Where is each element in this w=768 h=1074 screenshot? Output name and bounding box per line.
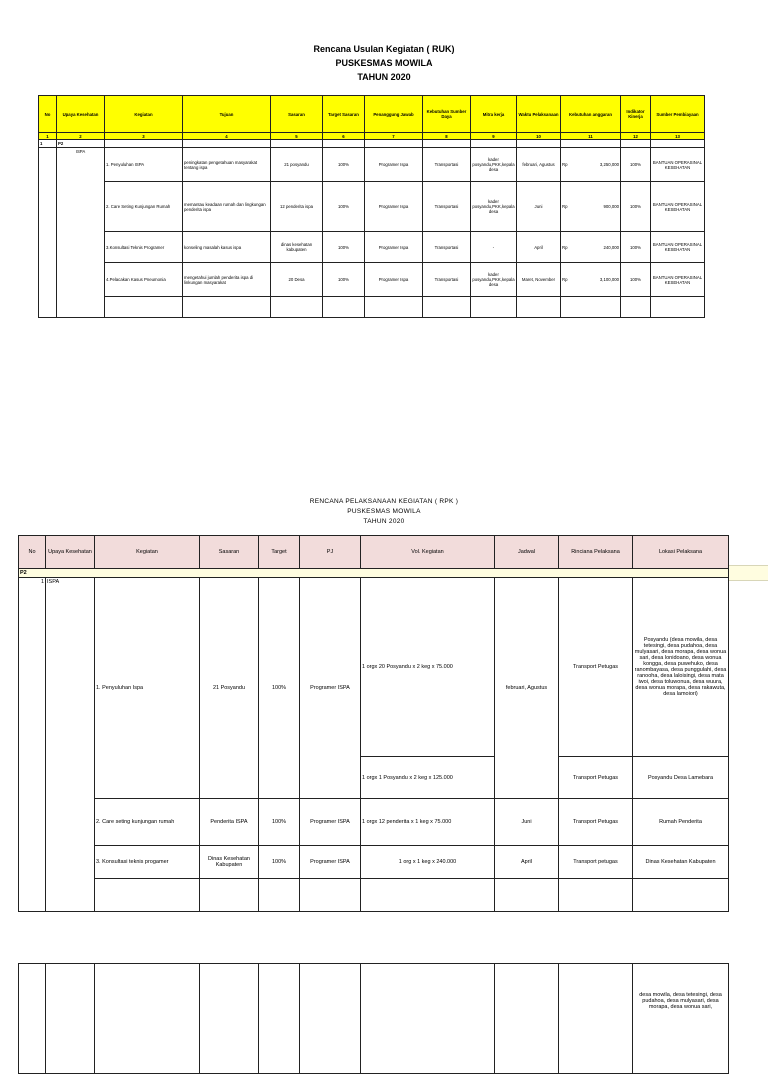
ruk-rp: Rp: [562, 277, 568, 282]
rpk-kegiatan: 1. Penyuluhan Ispa: [95, 578, 200, 799]
ruk-colnum: 7: [365, 133, 423, 140]
ruk-header-mitra: Mitra kerja: [471, 96, 517, 133]
rpk-no: 1: [19, 578, 46, 912]
ruk-indikator: 100%: [621, 232, 651, 263]
rpk-header-no: No: [19, 536, 46, 569]
ruk-indikator: 100%: [621, 148, 651, 182]
rpk-header-row: [19, 536, 729, 569]
ruk-tujuan: memantau keadaan rumah dan lingkungan penderita ispa: [183, 182, 271, 232]
rpk-header-kegiatan: Kegiatan: [95, 536, 200, 569]
ruk-header-pembiayaan: Sumber Pembiayaan: [651, 96, 705, 133]
ruk-sasaran: dinas kesehatan kabupaten: [271, 232, 323, 263]
ruk-header-target: Target Sasaran: [323, 96, 365, 133]
ruk-colnum: 1: [39, 133, 57, 140]
ruk-kegiatan: 2. Care Seting Kunjungan Rumah: [105, 182, 183, 232]
ruk-colnum: 13: [651, 133, 705, 140]
table-row: [19, 578, 729, 757]
ruk-mitra: kader posyandu,PKK,kepala desa: [471, 263, 517, 297]
ruk-colnum: 11: [561, 133, 621, 140]
ruk-sumber-daya: Transportasi: [423, 148, 471, 182]
rpk-lokasi: Rumah Penderita: [633, 799, 729, 846]
ruk-header-row: [39, 96, 705, 133]
ruk-waktu: April: [517, 232, 561, 263]
ruk-title: [0, 42, 768, 84]
ruk-kegiatan: 3.Konsultasi Teknis Programer: [105, 232, 183, 263]
ruk-tujuan: mengetahui jumlah penderita ispa di linkungan masyarakat: [183, 263, 271, 297]
rpk-upaya: ISPA: [46, 578, 95, 912]
ruk-anggaran: 3,250,000: [599, 162, 619, 167]
rpk-vol: 1 orgx 20 Posyandu x 2 keg x 75.000: [361, 578, 495, 757]
ruk-sasaran: 12 penderita ispa: [271, 182, 323, 232]
rpk-lokasi: Dinas Kesehatan Kabupaten: [633, 846, 729, 879]
rpk-jadwal: Juni: [495, 799, 559, 846]
rpk-title: [0, 497, 768, 527]
ruk-target: 100%: [323, 232, 365, 263]
ruk-sumber-daya: Transportasi: [423, 263, 471, 297]
rpk-table: [18, 535, 729, 912]
ruk-pembiayaan: BANTUAN OPERASINAL KESEHATAN: [651, 148, 705, 182]
ruk-anggaran: 900,000: [603, 204, 619, 209]
ruk-table: [38, 95, 705, 318]
rpk-target: 100%: [259, 846, 300, 879]
rpk-title-line-3: TAHUN 2020: [363, 518, 405, 525]
ruk-target: 100%: [323, 263, 365, 297]
section-band-extension: [728, 565, 768, 581]
rpk-kegiatan: 2. Care seting kunjungan rumah: [95, 799, 200, 846]
rpk-header-jadwal: Jadwal: [495, 536, 559, 569]
ruk-colnum: 10: [517, 133, 561, 140]
rpk-rincian: Transport petugas: [559, 846, 633, 879]
rpk-vol: 1 orgx 1 Posyandu x 2 keg x 125.000: [361, 757, 495, 799]
rpk-lokasi: Posyandu (desa mowila, desa tetesingi, desa pudahoa, desa mulyasari, desa morapa, desa wonua sari, desa lonidoano, desa wonua kongga, desa puwehuko, desa ranombayasa, desa punggulahi, desa ranooha, desa laloisingi, desa mata iwoi, desa toluwonua, desa wuura, desa wonua morapa, desa rakawuta, desa lamoiori): [633, 578, 729, 757]
ruk-header-pj: Penanggung Jawab: [365, 96, 423, 133]
ruk-pembiayaan: BANTUAN OPERASINAL KESEHATAN: [651, 232, 705, 263]
ruk-anggaran-cell: [561, 263, 621, 297]
ruk-header-sasaran: Sasaran: [271, 96, 323, 133]
rpk-vol: 1 orgx 12 penderita x 1 keg x 75.000: [361, 799, 495, 846]
ruk-upaya-ispa: ISPA: [57, 148, 105, 318]
ruk-rp: Rp: [562, 162, 568, 167]
rpk-header-target: Target: [259, 536, 300, 569]
table-row: [39, 148, 705, 182]
ruk-header-upaya: Upaya Kesehatan: [57, 96, 105, 133]
ruk-sumber-daya: Transportasi: [423, 182, 471, 232]
table-row: [19, 846, 729, 879]
table-row: [39, 263, 705, 297]
table-row: [39, 232, 705, 263]
ruk-header-waktu: Waktu Pelaksanaan: [517, 96, 561, 133]
ruk-header-tujuan: Tujuan: [183, 96, 271, 133]
ruk-colnum: 2: [57, 133, 105, 140]
rpk-target: 100%: [259, 578, 300, 799]
ruk-mitra: kader posyandu,PKK,kepala desa: [471, 148, 517, 182]
ruk-column-number-row: [39, 133, 705, 140]
ruk-sasaran: 20 Desa: [271, 263, 323, 297]
ruk-pembiayaan: BANTUAN OPERASINAL KESEHATAN: [651, 182, 705, 232]
ruk-section-row: [39, 140, 705, 148]
rpk-rincian: Transport Petugas: [559, 757, 633, 799]
ruk-mitra: kader posyandu,PKK,kepala desa: [471, 182, 517, 232]
rpk-jadwal: februari, Agustus: [495, 578, 559, 799]
rpk-lokasi: Posyandu Desa Lamebara: [633, 757, 729, 799]
ruk-title-line-1: Rencana Usulan Kegiatan ( RUK): [313, 44, 455, 54]
ruk-header-anggaran: Kebutuhan anggaran: [561, 96, 621, 133]
ruk-title-line-3: TAHUN 2020: [357, 72, 411, 82]
table-row: [19, 799, 729, 846]
ruk-section-no: 1: [39, 140, 57, 148]
ruk-waktu: Juni: [517, 182, 561, 232]
rpk-sasaran: 21 Posyandu: [200, 578, 259, 799]
table-row-empty: [19, 879, 729, 912]
rpk-rincian: Transport Petugas: [559, 799, 633, 846]
ruk-rp: Rp: [562, 204, 568, 209]
ruk-kegiatan: 4.Pelacakan Kasus Pneumonia: [105, 263, 183, 297]
rpk-header-lokasi: Lokasi Pelaksana: [633, 536, 729, 569]
ruk-colnum: 9: [471, 133, 517, 140]
rpk-header-upaya: Upaya Kesehatan: [46, 536, 95, 569]
rpk-title-line-2: PUSKESMAS MOWILA: [347, 508, 421, 515]
ruk-colnum: 6: [323, 133, 365, 140]
rpk-sasaran: Penderita ISPA: [200, 799, 259, 846]
ruk-header-indikator: Indikator Kinerja: [621, 96, 651, 133]
ruk-tujuan: konseling masalah kasus ispa: [183, 232, 271, 263]
ruk-anggaran: 240,000: [603, 244, 619, 250]
rpk-jadwal: April: [495, 846, 559, 879]
ruk-rp: Rp: [562, 244, 568, 250]
rpk-sasaran: Dinas Kesehatan Kabupaten: [200, 846, 259, 879]
rpk-table-continued: [18, 963, 729, 1074]
ruk-pj: Programer Ispa: [365, 232, 423, 263]
rpk-section-row: [19, 569, 729, 578]
ruk-colnum: 3: [105, 133, 183, 140]
ruk-target: 100%: [323, 182, 365, 232]
rpk-pj: Programer ISPA: [300, 846, 361, 879]
rpk-target: 100%: [259, 799, 300, 846]
ruk-sasaran: 21 posyandu: [271, 148, 323, 182]
ruk-pj: Programer Ispa: [365, 182, 423, 232]
ruk-anggaran: 3,100,000: [599, 277, 619, 282]
rpk-lokasi: desa mowila, desa tetesingi, desa pudahoa, desa mulyasari, desa morapa, desa wonua sari,: [633, 964, 729, 1074]
rpk-header-pj: PJ: [300, 536, 361, 569]
ruk-anggaran-cell: [561, 232, 621, 263]
ruk-colnum: 8: [423, 133, 471, 140]
rpk-header-sasaran: Sasaran: [200, 536, 259, 569]
ruk-kegiatan: 1. Penyuluhan ISPA: [105, 148, 183, 182]
table-row: [19, 964, 729, 1074]
ruk-waktu: Maret, November: [517, 263, 561, 297]
ruk-indikator: 100%: [621, 263, 651, 297]
ruk-header-sumber-daya: Kebutuhan Sumber Daya: [423, 96, 471, 133]
ruk-section-label: P2: [57, 140, 105, 148]
ruk-pj: Programer Ispa: [365, 148, 423, 182]
ruk-mitra: -: [471, 232, 517, 263]
table-row: [39, 182, 705, 232]
table-row-empty: [39, 297, 705, 318]
rpk-section-label: P2: [19, 569, 729, 578]
ruk-colnum: 12: [621, 133, 651, 140]
ruk-waktu: februari, Agustus: [517, 148, 561, 182]
ruk-colnum: 4: [183, 133, 271, 140]
rpk-pj: Programer ISPA: [300, 578, 361, 799]
ruk-pj: Programer Ispa: [365, 263, 423, 297]
ruk-header-kegiatan: Kegiatan: [105, 96, 183, 133]
rpk-kegiatan: 3. Konsultasi teknis progamer: [95, 846, 200, 879]
ruk-header-no: No: [39, 96, 57, 133]
ruk-anggaran-cell: [561, 182, 621, 232]
ruk-target: 100%: [323, 148, 365, 182]
ruk-colnum: 5: [271, 133, 323, 140]
ruk-pembiayaan: BANTUAN OPERASINAL KESEHATAN: [651, 263, 705, 297]
rpk-header-vol: Vol. Kegiatan: [361, 536, 495, 569]
rpk-rincian: Transport Petugas: [559, 578, 633, 757]
ruk-tujuan: peningkatan pengetahuan masyarakat tentang ispa: [183, 148, 271, 182]
ruk-indikator: 100%: [621, 182, 651, 232]
rpk-header-rincian: Rinciana Pelaksana: [559, 536, 633, 569]
ruk-anggaran-cell: [561, 148, 621, 182]
rpk-pj: Programer ISPA: [300, 799, 361, 846]
ruk-sumber-daya: Transportasi: [423, 232, 471, 263]
ruk-title-line-2: PUSKESMAS MOWILA: [335, 58, 433, 68]
rpk-vol: 1 org x 1 keg x 240.000: [361, 846, 495, 879]
rpk-title-line-1: RENCANA PELAKSANAAN KEGIATAN ( RPK ): [309, 498, 459, 505]
